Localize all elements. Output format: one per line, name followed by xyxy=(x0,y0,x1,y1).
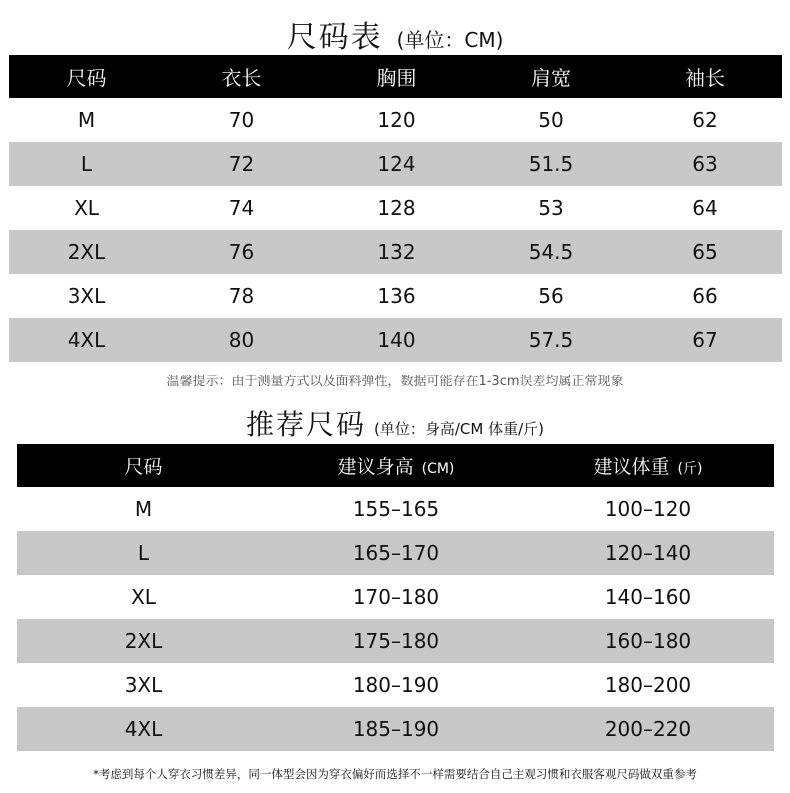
header-label: 尺码 xyxy=(124,456,163,478)
size-chart-title xyxy=(0,12,790,56)
table-cell: XL xyxy=(131,585,156,609)
table-cell: 124 xyxy=(319,142,474,186)
table-cell: 100–120 xyxy=(604,497,692,521)
table-cell: 64 xyxy=(692,196,718,220)
table-cell: 3XL xyxy=(124,673,163,697)
table-cell: 128 xyxy=(377,196,416,220)
table-cell: 120–140 xyxy=(522,531,774,575)
table-cell: 56 xyxy=(538,284,564,308)
recommend-title xyxy=(0,403,790,443)
table-cell: 4XL xyxy=(9,318,164,362)
header-label: 建议身高 xyxy=(337,456,414,478)
table-cell: 57.5 xyxy=(474,318,628,362)
table-row xyxy=(17,531,774,575)
table-cell: 50 xyxy=(538,108,564,132)
header-size: 尺码 xyxy=(9,55,164,98)
table-cell: 132 xyxy=(319,230,474,274)
header-shoulder: 肩宽 xyxy=(474,55,628,98)
table-cell: L xyxy=(9,142,164,186)
table-cell: 70 xyxy=(228,108,255,132)
table-row xyxy=(17,487,774,531)
table-cell: 136 xyxy=(377,284,416,308)
table-cell: 62 xyxy=(692,108,718,132)
table-cell: M xyxy=(77,108,96,132)
table-row xyxy=(9,186,782,230)
table-cell: 54.5 xyxy=(474,230,628,274)
table-cell: 140 xyxy=(319,318,474,362)
header-chest: 胸围 xyxy=(319,55,474,98)
table-cell: 2XL xyxy=(9,230,164,274)
table-row xyxy=(17,663,774,707)
table-row xyxy=(9,98,782,142)
table-cell: 120 xyxy=(377,108,416,132)
table-row xyxy=(9,318,782,362)
size-chart-heading: 尺码表 xyxy=(286,20,383,55)
table-row xyxy=(17,707,774,751)
table-cell: 72 xyxy=(164,142,319,186)
table-cell: 160–180 xyxy=(522,619,774,663)
table-cell: 63 xyxy=(628,142,782,186)
table-cell: 2XL xyxy=(17,619,270,663)
recommend-header-row xyxy=(17,444,774,487)
recommend-table xyxy=(17,444,774,751)
table-cell: 180–200 xyxy=(604,673,692,697)
table-cell: 165–170 xyxy=(270,531,522,575)
header-unit: (CM) xyxy=(421,461,455,477)
recommend-unit: (单位：身高/CM 体重/斤) xyxy=(374,420,544,438)
table-cell: M xyxy=(134,497,153,521)
table-row xyxy=(9,274,782,318)
measurement-notice: 温馨提示：由于测量方式以及面料弹性，数据可能存在1-3cm误差均属正常现象 xyxy=(166,375,624,388)
table-cell: 76 xyxy=(164,230,319,274)
header-sleeve: 袖长 xyxy=(628,55,782,98)
table-cell: XL xyxy=(74,196,99,220)
header-unit: (斤) xyxy=(677,461,703,477)
table-row xyxy=(9,142,782,186)
size-chart-table xyxy=(9,55,782,362)
header-length: 衣长 xyxy=(164,55,319,98)
table-cell: 180–190 xyxy=(352,673,440,697)
footnote: *考虑到每个人穿衣习惯差异，同一体型会因为穿衣偏好而选择不一样需要结合自己主观习惯和衣服客观尺码做双重参考 xyxy=(93,767,697,781)
table-cell: 185–190 xyxy=(270,707,522,751)
header-height xyxy=(270,444,522,487)
table-cell: 4XL xyxy=(17,707,270,751)
recommend-heading: 推荐尺码 xyxy=(245,408,366,441)
table-row xyxy=(17,619,774,663)
table-cell: 175–180 xyxy=(270,619,522,663)
table-cell: 53 xyxy=(538,196,564,220)
header-weight xyxy=(522,444,774,487)
table-row xyxy=(17,575,774,619)
table-cell: 66 xyxy=(692,284,718,308)
table-cell: 155–165 xyxy=(352,497,440,521)
table-cell: 51.5 xyxy=(474,142,628,186)
size-chart-header-row xyxy=(9,55,782,98)
header-size xyxy=(17,444,270,487)
table-cell: 78 xyxy=(228,284,255,308)
table-cell: 170–180 xyxy=(352,585,440,609)
header-label: 建议体重 xyxy=(593,456,670,478)
table-cell: 140–160 xyxy=(604,585,692,609)
table-cell: 80 xyxy=(164,318,319,362)
table-cell: 67 xyxy=(628,318,782,362)
table-cell: 74 xyxy=(228,196,255,220)
table-cell: 200–220 xyxy=(522,707,774,751)
table-row xyxy=(9,230,782,274)
table-cell: 3XL xyxy=(67,284,106,308)
table-cell: L xyxy=(17,531,270,575)
table-cell: 65 xyxy=(628,230,782,274)
size-chart-unit: (单位：CM) xyxy=(396,28,504,52)
